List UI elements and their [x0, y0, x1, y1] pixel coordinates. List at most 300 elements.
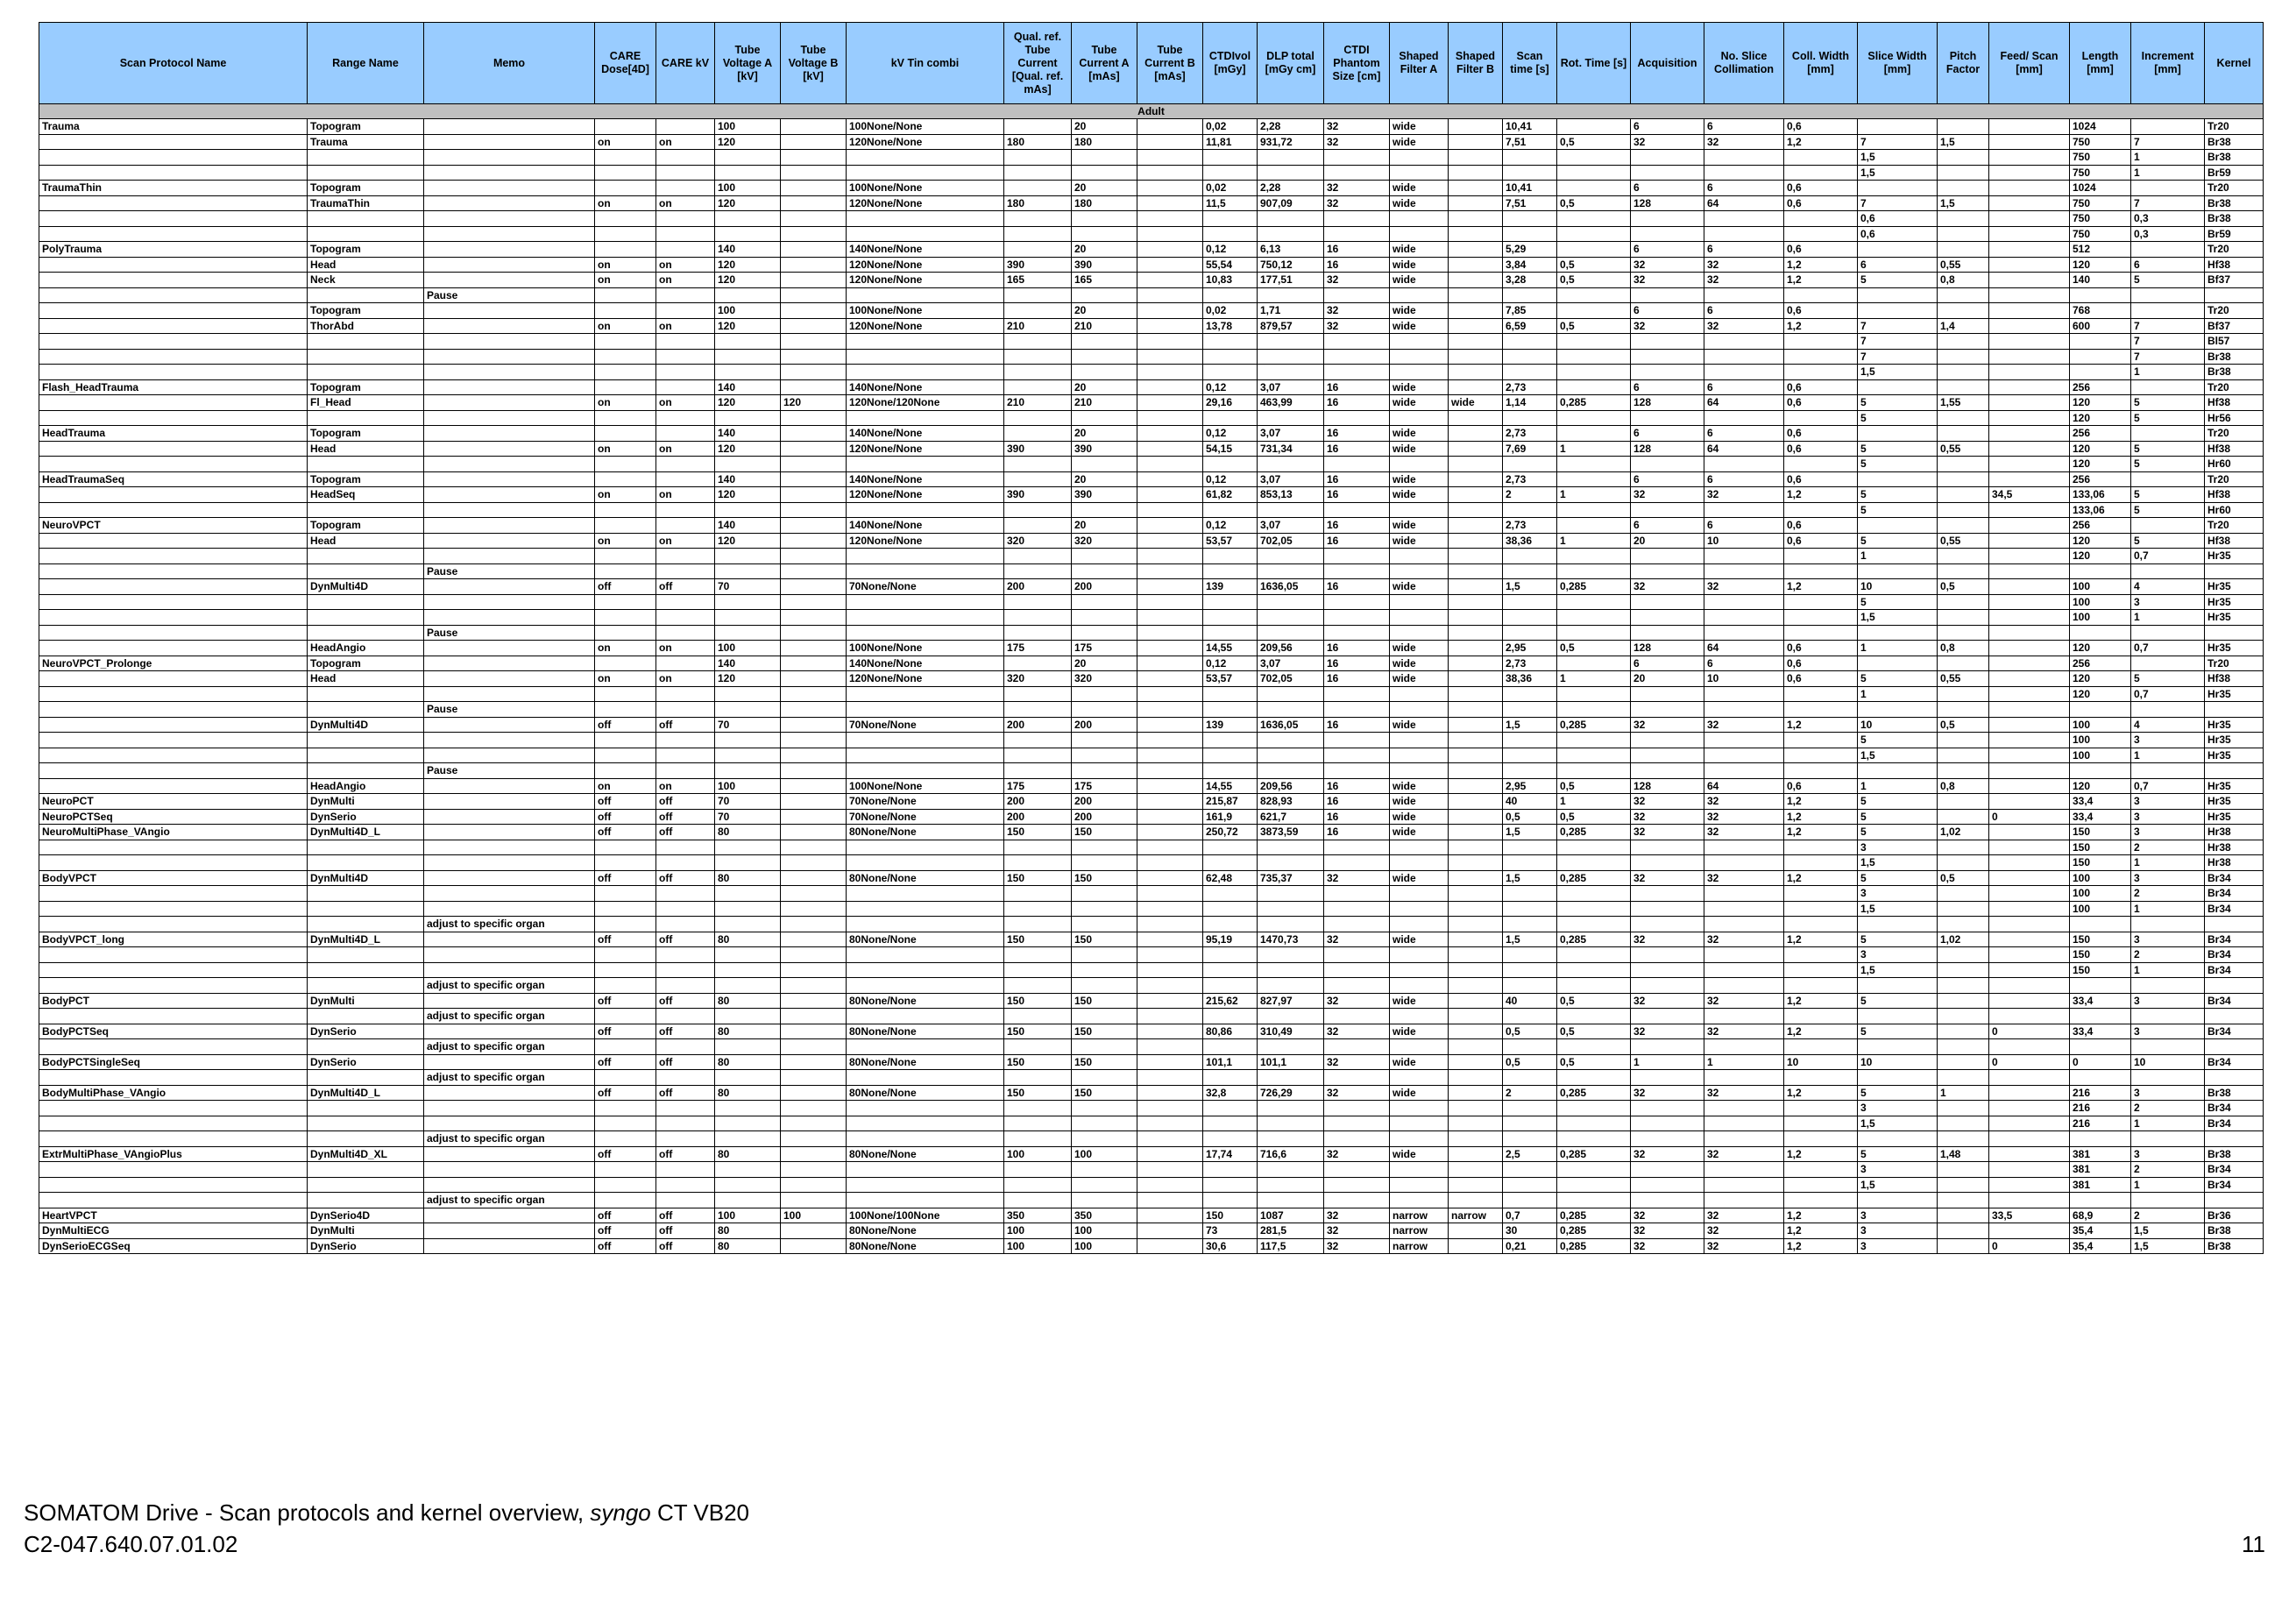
table-cell: 6	[1704, 426, 1784, 442]
table-cell: 133,06	[2070, 502, 2131, 518]
table-cell: Br34	[2205, 1116, 2264, 1131]
table-cell: on	[595, 134, 656, 150]
table-cell	[424, 641, 595, 656]
table-cell: 0,6	[1784, 195, 1858, 211]
table-cell: wide	[1390, 395, 1449, 411]
table-cell: 0,6	[1784, 379, 1858, 395]
table-cell: 1,2	[1784, 825, 1858, 840]
table-cell: Pause	[424, 287, 595, 303]
table-cell: 133,06	[2070, 487, 2131, 503]
table-cell	[847, 563, 1004, 579]
table-cell	[1784, 1009, 1858, 1024]
table-cell: 0,5	[1503, 1024, 1557, 1039]
table-cell	[1137, 962, 1203, 978]
table-cell: 32	[1631, 1208, 1704, 1223]
table-cell	[1938, 886, 1989, 902]
table-cell: 600	[2070, 318, 2131, 334]
table-cell	[1704, 1162, 1784, 1178]
table-cell	[715, 1009, 781, 1024]
table-cell	[2131, 303, 2205, 319]
table-cell	[1137, 181, 1203, 196]
table-cell: 0	[2070, 1054, 2131, 1070]
table-cell: 200	[1072, 579, 1137, 595]
table-cell	[1557, 733, 1631, 748]
table-cell	[1072, 1131, 1137, 1147]
table-cell: 16	[1324, 717, 1390, 733]
table-cell	[308, 855, 424, 871]
table-cell: 180	[1072, 195, 1137, 211]
table-cell: 70None/None	[847, 717, 1004, 733]
column-header: Range Name	[308, 23, 424, 104]
table-cell	[781, 702, 847, 718]
table-row	[39, 702, 2264, 718]
table-cell	[781, 579, 847, 595]
table-cell	[1258, 1131, 1324, 1147]
table-cell: 0,5	[1557, 273, 1631, 288]
table-cell: 0,285	[1557, 1208, 1631, 1223]
table-cell	[1004, 426, 1072, 442]
table-cell	[1203, 1162, 1258, 1178]
table-cell: 100	[1004, 1223, 1072, 1239]
table-cell: TraumaThin	[39, 181, 308, 196]
table-cell	[656, 886, 715, 902]
table-cell	[1557, 702, 1631, 718]
table-cell: Head	[308, 533, 424, 549]
table-cell: 1,2	[1784, 794, 1858, 810]
table-cell: 5	[1858, 870, 1938, 886]
table-cell: 10	[1704, 533, 1784, 549]
table-cell: on	[656, 195, 715, 211]
table-cell	[1449, 365, 1503, 380]
table-cell: 32	[1704, 257, 1784, 273]
table-cell	[595, 1193, 656, 1208]
table-cell	[1258, 947, 1324, 963]
table-cell: 1	[1858, 778, 1938, 794]
table-cell	[308, 686, 424, 702]
column-header: kV Tin combi	[847, 23, 1004, 104]
table-cell	[1989, 1162, 2070, 1178]
table-cell	[1449, 886, 1503, 902]
table-cell: wide	[1390, 134, 1449, 150]
table-cell	[1557, 242, 1631, 258]
table-cell: wide	[1390, 379, 1449, 395]
table-cell: 390	[1072, 441, 1137, 457]
table-cell	[1938, 993, 1989, 1009]
table-cell	[1989, 778, 2070, 794]
column-header: Shaped Filter B	[1449, 23, 1503, 104]
table-cell	[1557, 978, 1631, 994]
table-cell: DynSerio	[308, 1024, 424, 1039]
table-cell: 1	[2131, 610, 2205, 626]
table-cell: 32	[1631, 318, 1704, 334]
table-cell	[781, 932, 847, 947]
table-cell	[1989, 226, 2070, 242]
table-cell	[1989, 1177, 2070, 1193]
table-row	[39, 487, 2264, 503]
table-cell: 750	[2070, 211, 2131, 227]
table-cell	[1704, 1131, 1784, 1147]
table-cell: off	[656, 717, 715, 733]
table-cell	[1449, 165, 1503, 181]
table-cell: 180	[1004, 195, 1072, 211]
table-cell	[308, 978, 424, 994]
table-cell: 726,29	[1258, 1085, 1324, 1101]
column-header: Acquisition	[1631, 23, 1704, 104]
table-cell	[2070, 1193, 2131, 1208]
table-cell	[1449, 533, 1503, 549]
table-cell: 120	[2070, 549, 2131, 564]
table-cell: 2,28	[1258, 119, 1324, 135]
table-cell: Br59	[2205, 165, 2264, 181]
table-cell	[595, 978, 656, 994]
table-cell	[424, 901, 595, 917]
table-cell: 32	[1704, 318, 1784, 334]
table-cell: HeadAngio	[308, 778, 424, 794]
table-cell	[39, 978, 308, 994]
table-cell: wide	[1390, 257, 1449, 273]
table-cell	[39, 211, 308, 227]
table-cell	[1449, 334, 1503, 350]
table-cell: 32	[1704, 825, 1784, 840]
table-cell: 32	[1704, 1146, 1784, 1162]
table-cell: 1	[1704, 1054, 1784, 1070]
table-cell	[1989, 1070, 2070, 1086]
table-cell: 3	[2131, 825, 2205, 840]
table-cell: 14,55	[1203, 641, 1258, 656]
table-cell	[1503, 502, 1557, 518]
table-cell	[1938, 502, 1989, 518]
table-cell: off	[656, 794, 715, 810]
table-cell	[1557, 226, 1631, 242]
table-cell: 0,5	[1938, 579, 1989, 595]
table-cell: 0,285	[1557, 825, 1631, 840]
table-cell: wide	[1390, 181, 1449, 196]
table-cell: Topogram	[308, 181, 424, 196]
table-cell: Hr60	[2205, 457, 2264, 472]
table-cell	[39, 917, 308, 932]
table-cell	[781, 656, 847, 671]
table-cell	[424, 471, 595, 487]
table-cell	[1004, 1070, 1072, 1086]
table-cell	[1449, 1177, 1503, 1193]
table-cell	[1203, 610, 1258, 626]
table-cell	[1004, 733, 1072, 748]
table-cell	[1503, 1116, 1557, 1131]
table-cell	[715, 457, 781, 472]
table-cell: 80,86	[1203, 1024, 1258, 1039]
table-cell	[1072, 150, 1137, 166]
table-cell	[1858, 1193, 1938, 1208]
table-cell: Pause	[424, 625, 595, 641]
table-cell	[781, 840, 847, 855]
table-cell: 150	[1004, 1054, 1072, 1070]
column-header: Scan Protocol Name	[39, 23, 308, 104]
table-cell	[424, 1085, 595, 1101]
table-cell	[1324, 1193, 1390, 1208]
table-cell: 1,5	[1938, 195, 1989, 211]
table-cell: 5	[1858, 410, 1938, 426]
table-cell	[595, 165, 656, 181]
table-cell: on	[656, 671, 715, 687]
table-cell: 0,5	[1557, 993, 1631, 1009]
table-cell	[595, 303, 656, 319]
table-cell	[1258, 962, 1324, 978]
table-cell: 750	[2070, 150, 2131, 166]
table-cell	[1449, 778, 1503, 794]
table-cell	[1137, 733, 1203, 748]
table-cell	[1137, 134, 1203, 150]
table-cell: TraumaThin	[308, 195, 424, 211]
table-row	[39, 1223, 2264, 1239]
table-cell	[595, 349, 656, 365]
table-cell: wide	[1390, 487, 1449, 503]
table-cell	[595, 502, 656, 518]
table-cell	[1258, 1162, 1324, 1178]
table-cell	[1631, 733, 1704, 748]
table-cell	[1390, 365, 1449, 380]
table-cell	[424, 318, 595, 334]
table-cell: 32	[1324, 273, 1390, 288]
table-cell: 35,4	[2070, 1238, 2131, 1254]
table-cell	[39, 579, 308, 595]
table-cell: 7,51	[1503, 134, 1557, 150]
table-row	[39, 610, 2264, 626]
table-cell	[595, 625, 656, 641]
table-cell	[1203, 211, 1258, 227]
table-cell: 1470,73	[1258, 932, 1324, 947]
table-cell	[308, 594, 424, 610]
table-cell	[2205, 1131, 2264, 1147]
table-cell: 32	[1704, 579, 1784, 595]
table-cell	[1631, 917, 1704, 932]
table-cell	[1072, 287, 1137, 303]
table-cell	[1203, 226, 1258, 242]
table-cell: 256	[2070, 656, 2131, 671]
table-cell: 150	[1072, 1054, 1137, 1070]
table-cell	[39, 1009, 308, 1024]
table-cell	[715, 978, 781, 994]
table-cell: wide	[1390, 318, 1449, 334]
table-cell	[1449, 518, 1503, 534]
table-cell: Pause	[424, 563, 595, 579]
table-row	[39, 287, 2264, 303]
table-cell: 5	[1858, 441, 1938, 457]
table-cell	[1557, 901, 1631, 917]
table-cell	[1137, 441, 1203, 457]
table-cell: 0,8	[1938, 273, 1989, 288]
table-cell	[1324, 365, 1390, 380]
table-cell	[1557, 656, 1631, 671]
table-cell	[1449, 594, 1503, 610]
table-cell: 5	[1858, 487, 1938, 503]
table-cell: off	[656, 993, 715, 1009]
table-cell: 1024	[2070, 181, 2131, 196]
table-cell: 1,2	[1784, 579, 1858, 595]
table-cell	[1390, 502, 1449, 518]
table-cell	[595, 287, 656, 303]
table-cell	[424, 717, 595, 733]
table-cell	[39, 257, 308, 273]
table-cell	[656, 656, 715, 671]
table-row	[39, 671, 2264, 687]
table-cell	[1704, 748, 1784, 763]
table-cell: 0,6	[1784, 441, 1858, 457]
table-cell	[39, 441, 308, 457]
table-cell	[715, 1177, 781, 1193]
table-cell	[1557, 1039, 1631, 1055]
protocol-table	[39, 22, 2264, 1254]
table-cell: DynMulti4D	[308, 870, 424, 886]
table-cell	[1004, 502, 1072, 518]
table-cell: 32	[1324, 1208, 1390, 1223]
table-cell	[2070, 287, 2131, 303]
table-cell	[2131, 379, 2205, 395]
table-cell	[1449, 471, 1503, 487]
column-header: DLP total [mGy cm]	[1258, 23, 1324, 104]
table-cell: off	[656, 932, 715, 947]
table-cell: 3,28	[1503, 273, 1557, 288]
table-cell: 215,62	[1203, 993, 1258, 1009]
table-cell	[308, 901, 424, 917]
table-cell	[1137, 917, 1203, 932]
table-cell: 1	[1631, 1054, 1704, 1070]
table-cell	[1503, 702, 1557, 718]
table-cell	[1390, 334, 1449, 350]
table-cell	[2131, 181, 2205, 196]
table-cell	[1203, 365, 1258, 380]
table-cell	[1449, 993, 1503, 1009]
table-row	[39, 502, 2264, 518]
table-cell	[847, 365, 1004, 380]
table-cell	[1004, 119, 1072, 135]
table-cell: 2	[2131, 947, 2205, 963]
table-cell	[1004, 702, 1072, 718]
table-cell: 33,4	[2070, 993, 2131, 1009]
table-cell	[715, 1039, 781, 1055]
table-cell: 1,5	[1858, 1116, 1938, 1131]
table-cell	[1449, 242, 1503, 258]
table-cell	[1938, 242, 1989, 258]
table-cell: 140	[715, 242, 781, 258]
table-cell	[1203, 1177, 1258, 1193]
table-cell: adjust to specific organ	[424, 1193, 595, 1208]
table-cell	[39, 886, 308, 902]
table-cell	[847, 855, 1004, 871]
table-cell: 0,6	[1784, 242, 1858, 258]
table-cell	[847, 962, 1004, 978]
table-cell	[424, 886, 595, 902]
table-cell	[1137, 1223, 1203, 1239]
table-cell	[1004, 165, 1072, 181]
table-cell	[1503, 763, 1557, 779]
table-cell	[1503, 1070, 1557, 1086]
table-cell: 6	[1631, 242, 1704, 258]
table-cell: Br34	[2205, 901, 2264, 917]
table-cell: wide	[1390, 794, 1449, 810]
table-cell: 0,5	[1557, 1054, 1631, 1070]
table-cell	[1989, 563, 2070, 579]
table-cell	[715, 594, 781, 610]
table-cell: 100	[715, 119, 781, 135]
table-cell: 100	[2070, 901, 2131, 917]
table-cell	[1137, 671, 1203, 687]
table-cell	[1258, 702, 1324, 718]
table-cell	[39, 1193, 308, 1208]
table-cell	[595, 686, 656, 702]
table-cell	[1004, 1193, 1072, 1208]
table-cell	[1503, 625, 1557, 641]
table-cell: 0,12	[1203, 242, 1258, 258]
table-cell: 32	[1631, 134, 1704, 150]
table-cell: 0,285	[1557, 1085, 1631, 1101]
table-cell	[1449, 273, 1503, 288]
table-cell: Br34	[2205, 993, 2264, 1009]
table-cell	[308, 1193, 424, 1208]
table-cell: 0,285	[1557, 1146, 1631, 1162]
table-cell: 16	[1324, 656, 1390, 671]
table-row	[39, 1116, 2264, 1131]
table-cell	[1137, 641, 1203, 656]
table-cell	[424, 1208, 595, 1223]
table-cell	[39, 349, 308, 365]
table-cell	[1989, 671, 2070, 687]
table-cell: off	[595, 825, 656, 840]
table-cell	[847, 733, 1004, 748]
table-cell	[1072, 947, 1137, 963]
table-cell: wide	[1390, 533, 1449, 549]
table-cell: 80None/None	[847, 1054, 1004, 1070]
table-row	[39, 257, 2264, 273]
table-cell: 128	[1631, 641, 1704, 656]
table-cell	[1137, 334, 1203, 350]
table-cell	[1072, 165, 1137, 181]
table-cell	[39, 226, 308, 242]
table-cell	[781, 226, 847, 242]
table-cell	[39, 533, 308, 549]
table-cell	[781, 165, 847, 181]
table-cell: 120	[2070, 457, 2131, 472]
table-cell	[1324, 610, 1390, 626]
table-cell	[1258, 457, 1324, 472]
table-cell	[2205, 978, 2264, 994]
table-cell	[1137, 825, 1203, 840]
table-cell	[2205, 563, 2264, 579]
table-cell	[715, 702, 781, 718]
table-cell	[1704, 349, 1784, 365]
table-cell: 16	[1324, 441, 1390, 457]
table-cell	[1137, 318, 1203, 334]
table-cell	[781, 379, 847, 395]
table-cell	[1004, 748, 1072, 763]
table-cell	[39, 702, 308, 718]
table-cell	[1503, 594, 1557, 610]
table-cell	[1324, 1009, 1390, 1024]
table-cell	[424, 993, 595, 1009]
table-cell	[781, 563, 847, 579]
table-cell: 100	[1072, 1146, 1137, 1162]
table-cell	[1938, 855, 1989, 871]
table-cell	[1004, 978, 1072, 994]
table-cell	[424, 656, 595, 671]
table-cell: 120	[2070, 686, 2131, 702]
table-cell: 1	[1938, 1085, 1989, 1101]
table-cell	[1324, 1070, 1390, 1086]
table-cell: 1,2	[1784, 1238, 1858, 1254]
table-cell	[39, 150, 308, 166]
table-cell	[1631, 1131, 1704, 1147]
table-cell: 1,5	[1503, 579, 1557, 595]
table-cell	[1324, 457, 1390, 472]
